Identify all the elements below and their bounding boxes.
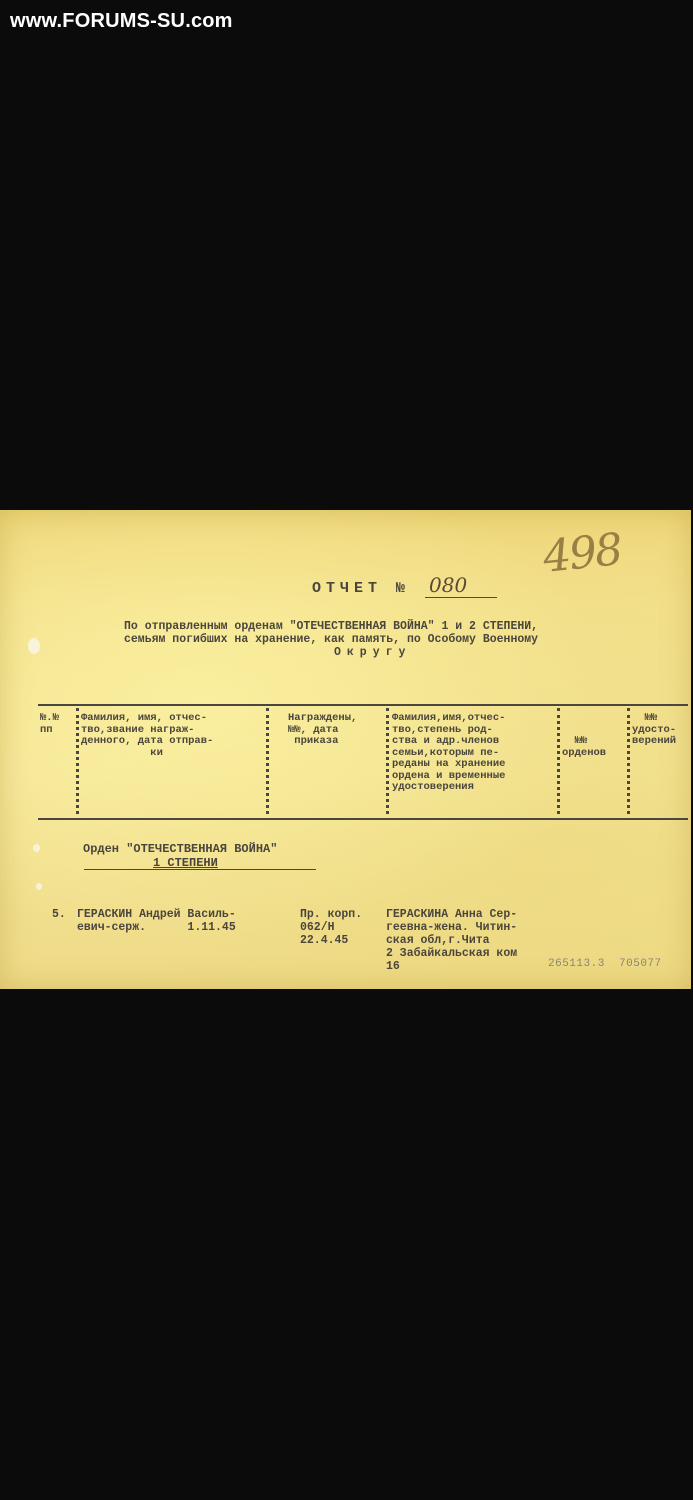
section-underline	[84, 869, 316, 870]
report-number: 080	[425, 573, 497, 598]
subtitle-line-1: По отправленным орденам "ОТЕЧЕСТВЕННАЯ ВОЙНА" 1 и 2 СТЕПЕНИ,	[124, 620, 539, 633]
document-title: ОТЧЕТ №	[312, 580, 411, 597]
column-separator	[627, 708, 630, 814]
header-certificate-numbers: №№ удосто- верений	[632, 712, 677, 747]
paper-speck	[33, 844, 40, 852]
section-degree: 1 СТЕПЕНИ	[153, 856, 218, 870]
column-separator	[76, 708, 79, 814]
column-separator	[386, 708, 389, 814]
section-heading	[83, 842, 277, 870]
scanned-document	[0, 510, 691, 989]
header-row-number: №.№ пп	[40, 712, 59, 736]
entry-number: 5.	[52, 908, 66, 921]
section-title: Орден "ОТЕЧЕСТВЕННАЯ ВОЙНА"	[83, 842, 278, 856]
table-top-rule	[38, 704, 688, 706]
header-awardee: Фамилия, имя, отчес- тво,звание награж- денного, дата отправ- ки	[81, 712, 214, 759]
entry-stamp-numbers: 265113.3 705077	[548, 958, 662, 970]
subtitle-line-3: Округу	[334, 646, 412, 659]
site-watermark: www.FORUMS-SU.com	[10, 10, 233, 32]
paper-speck	[36, 883, 42, 890]
paper-speck	[28, 638, 40, 654]
column-separator	[557, 708, 560, 814]
header-family-recipient: Фамилия,имя,отчес- тво,степень род- ства и адр.членов семьи,которым пе- реданы на хранение ордена и временные удостоверения	[392, 712, 506, 793]
document-subtitle	[124, 620, 664, 659]
column-separator	[266, 708, 269, 814]
header-order-numbers: №№ орденов	[562, 735, 607, 759]
header-order-reference: Награждены, №№, дата приказа	[288, 712, 358, 747]
entry-order-reference: Пр. корп. 062/Н 22.4.45	[300, 908, 363, 947]
subtitle-line-2: семьям погибших на хранение, как память, по Особому Военному	[124, 633, 539, 646]
table-header-bottom-rule	[38, 818, 688, 820]
archive-page-number: 498	[540, 524, 624, 583]
entry-family-recipient: ГЕРАСКИНА Анна Сер- геевна-жена. Читин- ская обл,г.Чита 2 Забайкальская ком 16	[386, 908, 518, 973]
entry-awardee: ГЕРАСКИН Андрей Василь- евич-серж. 1.11.45	[77, 908, 236, 934]
